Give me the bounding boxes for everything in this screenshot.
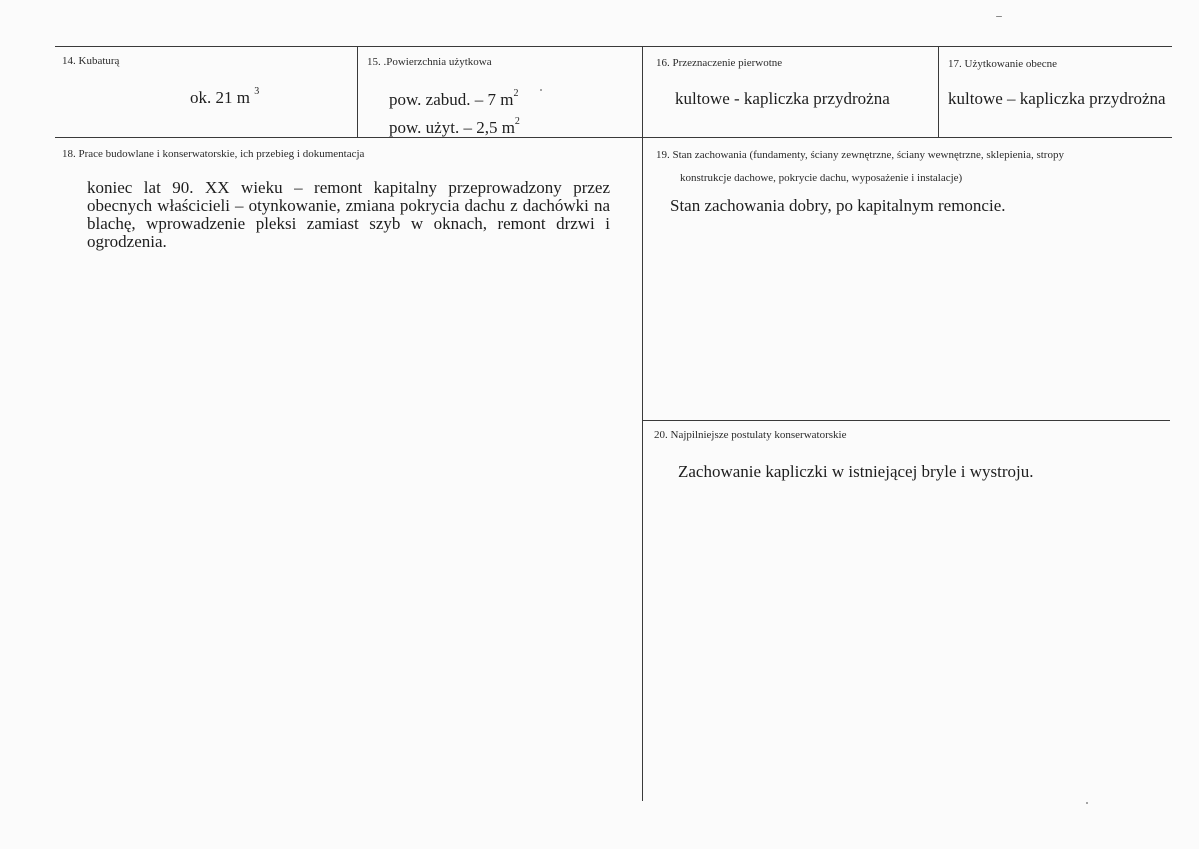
f15-line2 bbox=[389, 118, 520, 138]
f15-line1 bbox=[389, 90, 519, 110]
f14-value-text: ok. 21 m bbox=[190, 88, 250, 107]
f15-label: 15. .Powierzchnia użytkowa bbox=[367, 56, 492, 68]
f15-line2-text: pow. użyt. – 2,5 m bbox=[389, 118, 515, 137]
f14-value-sup: 3 bbox=[254, 86, 260, 98]
f18-text: koniec lat 90. XX wieku – remont kapitalny przeprowadzony przez obecnych właścicieli – otynkowanie, zmiana pokrycia dachu z dachówki na blachę, wprowadzenie pleksi zamiast szyb w oknach, remont drzwi i ogrodzenia. bbox=[87, 178, 610, 251]
f20-top-rule bbox=[643, 420, 1170, 421]
f20-label: 20. Najpilniejsze postulaty konserwatorskie bbox=[654, 429, 847, 441]
f15-line1-sup: 2 bbox=[513, 88, 519, 100]
f17-value: kultowe – kapliczka przydrożna bbox=[948, 89, 1166, 108]
col-divider-main bbox=[642, 46, 643, 801]
f16-value: kultowe - kapliczka przydrożna bbox=[675, 89, 890, 108]
f20-text: Zachowanie kapliczki w istniejącej bryle i wystroju. bbox=[678, 462, 1034, 481]
f17-label: 17. Użytkowanie obecne bbox=[948, 58, 1058, 70]
f19-label-line1: 19. Stan zachowania (fundamenty, ściany zewnętrzne, ściany wewnętrzne, sklepienia, stropy bbox=[656, 149, 1064, 161]
col-divider-3 bbox=[938, 46, 939, 137]
top-rule bbox=[55, 46, 1172, 47]
col-divider-1 bbox=[357, 46, 358, 137]
f14-value bbox=[190, 88, 259, 108]
scan-speck bbox=[540, 89, 542, 91]
scan-speck bbox=[996, 16, 1002, 17]
f16-label: 16. Przeznaczenie pierwotne bbox=[656, 57, 783, 69]
f18-label: 18. Prace budowlane i konserwatorskie, ich przebieg i dokumentacja bbox=[62, 148, 365, 160]
scan-speck bbox=[1086, 802, 1088, 804]
f19-text: Stan zachowania dobry, po kapitalnym remoncie. bbox=[670, 196, 1006, 215]
f14-label: 14. Kubaturą bbox=[62, 55, 120, 67]
row1-bottom-rule bbox=[55, 137, 1172, 138]
f19-label-line2: konstrukcje dachowe, pokrycie dachu, wyposażenie i instalacje) bbox=[680, 172, 963, 184]
f15-line2-sup: 2 bbox=[514, 116, 520, 128]
f15-line1-text: pow. zabud. – 7 m bbox=[389, 90, 514, 109]
